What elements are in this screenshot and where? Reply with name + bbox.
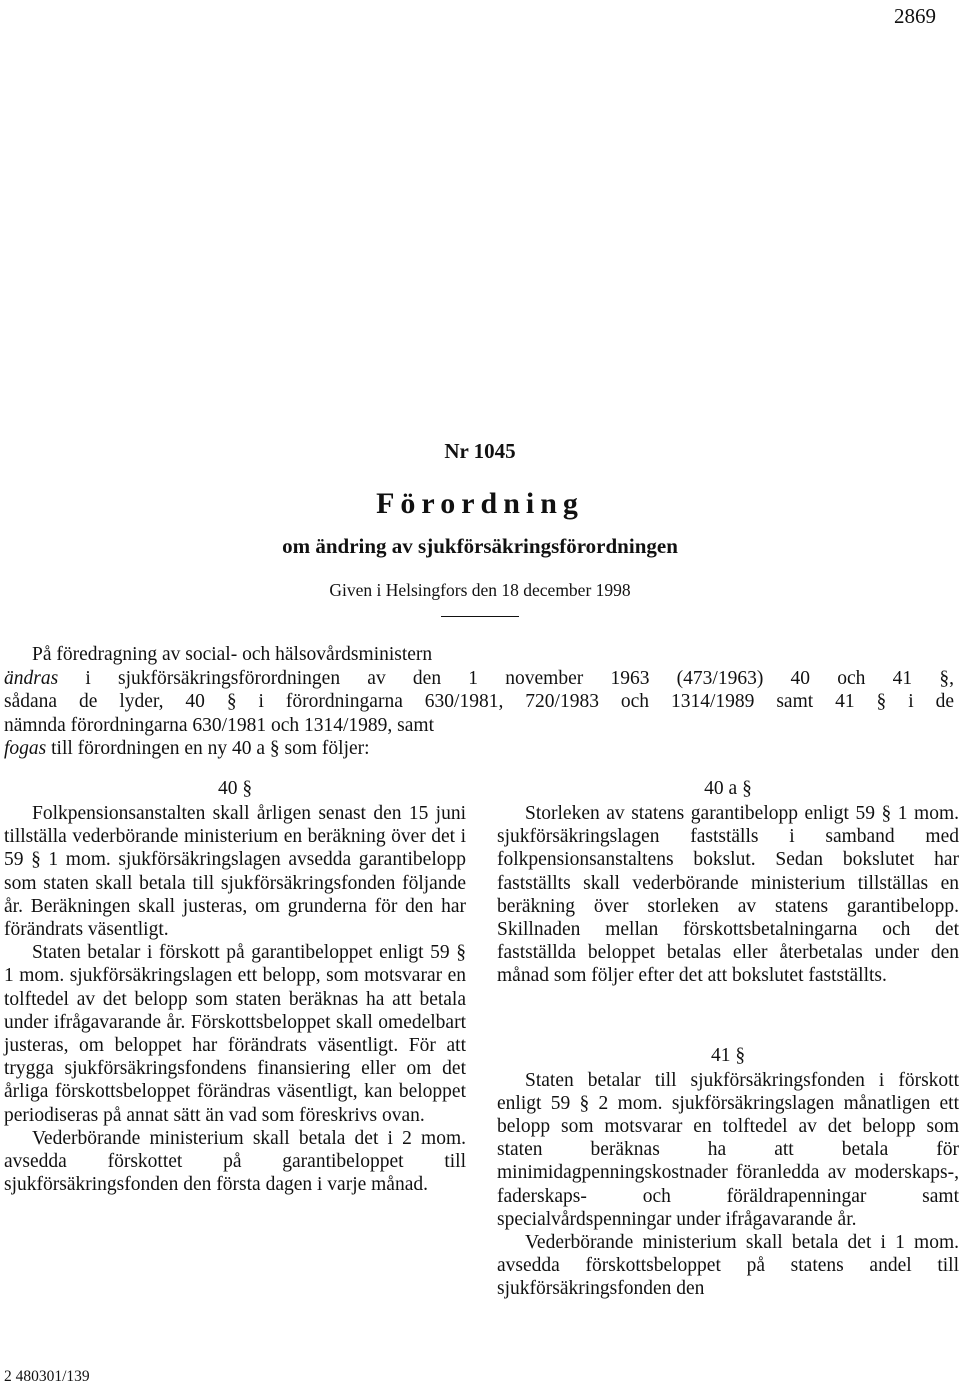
preamble-line: nämnda förordningarna 630/1981 och 1314/1989, samt	[4, 714, 434, 736]
preamble-text: till förordningen en ny 40 a § som följer:	[51, 738, 370, 759]
footer-print-code: 2 480301/139	[4, 1368, 90, 1385]
preamble-keyword: ändras	[4, 667, 59, 689]
document-subtitle: om ändring av sjukförsäkringsförordningen	[282, 534, 678, 558]
section-heading: 41 §	[710, 1044, 746, 1066]
document-type-heading: Förordning	[376, 487, 584, 520]
preamble	[4, 643, 954, 761]
given-date-line: Given i Helsingfors den 18 december 1998	[329, 580, 631, 600]
decree-number: Nr 1045	[444, 439, 516, 463]
preamble-line	[4, 667, 954, 691]
right-column	[497, 775, 959, 1301]
preamble-text: i sjukförsäkringsförordningen av den 1 november 1963 (473/1963) 40 och 41 §,	[85, 667, 954, 689]
title-divider	[441, 616, 519, 617]
section-spacer	[497, 988, 959, 1042]
left-column	[4, 775, 466, 1196]
preamble-line	[4, 737, 954, 761]
preamble-line: sådana de lyder, 40 § i förordningarna 630/1981, 720/1983 och 1314/1989 samt 41 § i de	[4, 691, 954, 712]
page-number: 2869	[894, 4, 936, 28]
paragraph: Storleken av statens garantibelopp enligt 59 § 1 mom. sjukförsäkringslagen fastställs i samband med folkpensionsanstaltens bokslut. Sedan bokslutet har fastställts skall vederbörande ministerium tillställas en beräkning över storleken av statens garantibelopp. Skillnaden mellan förskottsbetalningarna och det fastställda beloppet betalas eller återbetalas under den månad som följer efter det att bokslutet fastställts.	[497, 803, 959, 987]
section-heading: 40 §	[217, 778, 253, 799]
preamble-line: På föredragning av social- och hälsovårdsministern	[32, 644, 433, 665]
title-block	[0, 436, 960, 617]
paragraph: Staten betalar i förskott på garantibeloppet enligt 59 § 1 mom. sjukförsäkringslagen ett belopp, som motsvarar en tolftedel av det belopp som staten beräknas ha att betala under ifrågavarande år. Förskottsbeloppet skall omedelbart justeras, om beloppet har förändrats väsentligt. För att trygga sjukförsäkringsfondens finansiering eller om det årliga förskottsbeloppet förändras väsentligt, kan beloppet periodiseras på annat sätt än vad som föreskrivs ovan.	[4, 942, 466, 1126]
paragraph: Staten betalar till sjukförsäkringsfonden i förskott enligt 59 § 2 mom. sjukförsäkringslagen månatligen ett belopp som motsvarar en tolftedel av det belopp som staten beräknas ha att betala för minimidagpenningskostnader föranledda av moderskaps-, faderskaps- och föräldrapenningar samt specialvårdspenningar under ifrågavarande år.	[497, 1069, 959, 1230]
section-heading: 40 a §	[704, 778, 752, 799]
preamble-keyword: fogas	[4, 738, 47, 759]
paragraph: Vederbörande ministerium skall betala det i 2 mom. avsedda förskottet på garantibeloppet till sjukförsäkringsfonden den första dagen i varje månad.	[4, 1127, 466, 1196]
paragraph: Vederbörande ministerium skall betala det i 1 mom. avsedda förskottsbeloppet på statens andel till sjukförsäkringsfonden den	[497, 1232, 959, 1300]
paragraph: Folkpensionsanstalten skall årligen senast den 15 juni tillställa vederbörande ministerium en beräkning över det i 59 § 1 mom. sjukförsäkringslagen avsedda garantibelopp som staten skall betala till sjukförsäkringsfonden följande år. Beräkningen skall justeras, om grunderna för den har förändrats väsentligt.	[4, 803, 466, 941]
